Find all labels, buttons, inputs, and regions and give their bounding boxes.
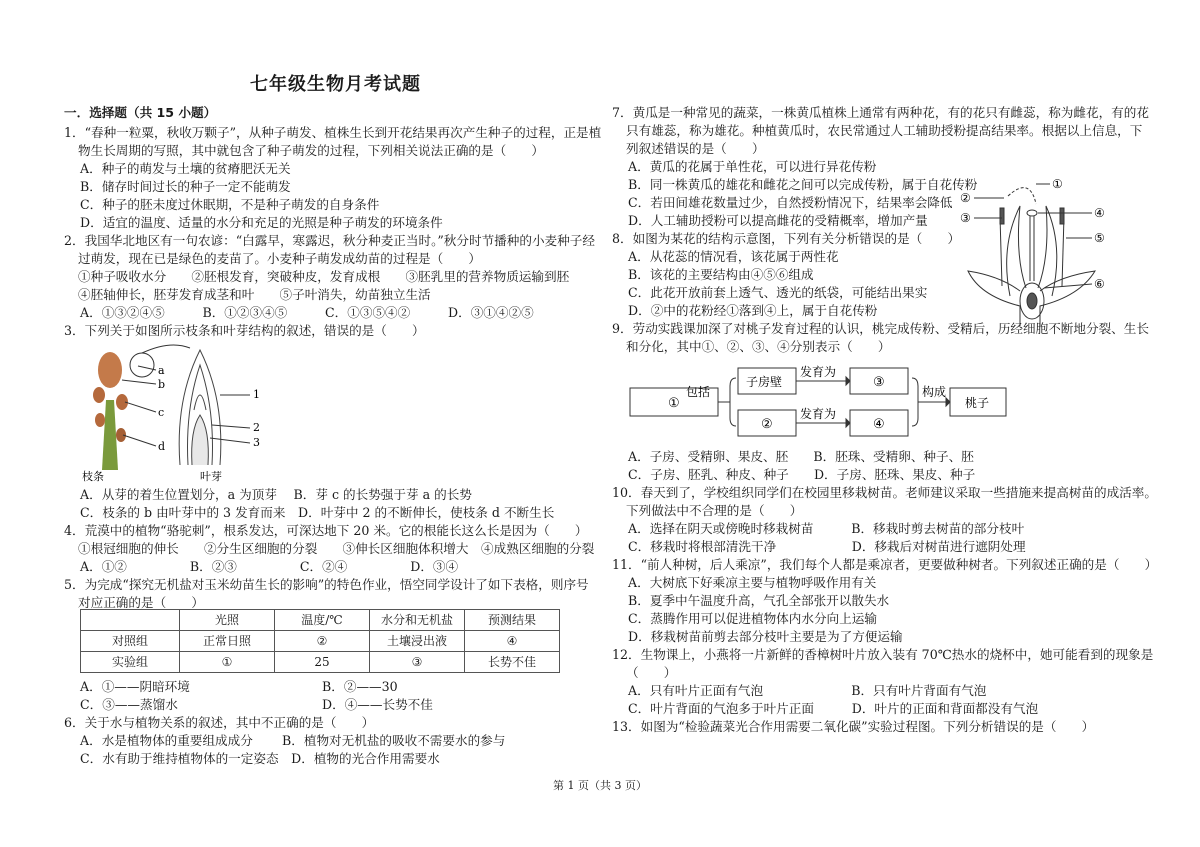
table-cell: ② <box>275 631 370 652</box>
question-line: A．只有叶片正面有气泡 B．只有叶片背面有气泡 <box>628 683 987 698</box>
question-line: A．种子的萌发与土壤的贫瘠肥沃无关 <box>80 161 291 176</box>
question-line: A．①③②④⑤ B．①②③④⑤ C．①③⑤④② D．③①④②⑤ <box>80 305 534 320</box>
box-peach: 桃子 <box>965 396 990 410</box>
question-line: A．①② B．②③ C．②④ D．③④ <box>80 559 459 574</box>
question-line: B．储存时间过长的种子一定不能萌发 <box>80 179 291 194</box>
box-4: ④ <box>873 417 885 432</box>
question-line: 8．如图为某花的结构示意图，下列有关分析错误的是（ ） <box>612 231 961 246</box>
question-line: C．移栽时将根部清洗干净 D．移栽后对树苗进行遮阴处理 <box>628 539 1026 554</box>
question-line: A．①——阴暗环境 <box>80 679 190 694</box>
question-line: D．人工辅助授粉可以提高雌花的受精概率，增加产量 <box>628 213 928 228</box>
question-line: 4．荒漠中的植物“骆驼刺”，根系发达，可深达地下 20 米。它的根能长这么长是因为（ ） <box>64 523 588 538</box>
table-header-row <box>81 610 560 631</box>
question-line: A．大树底下好乘凉主要与植物呼吸作用有关 <box>628 575 877 590</box>
question-line: C．此花开放前套上透气、透光的纸袋，可能结出果实 <box>628 285 928 300</box>
question-line: D．②中的花粉经①落到④上，属于自花传粉 <box>628 303 878 318</box>
question-line: 10．春天到了，学校组织同学们在校园里移栽树苗。老师建议采取一些措施来提高树苗的成活率。 <box>612 485 1157 500</box>
question-line: ①种子吸收水分 ②胚根发育，突破种皮，发育成根 ③胚乳里的营养物质运输到胚 <box>78 269 570 284</box>
table-cell: ③ <box>370 652 465 673</box>
question-line: A．黄瓜的花属于单性花，可以进行异花传粉 <box>628 159 877 174</box>
question-line: A．水是植物体的重要组成成分 B．植物对无机盐的吸收不需要水的参与 <box>80 733 506 748</box>
figure-peach-development <box>628 364 1008 442</box>
develop-label-2: 发育为 <box>800 407 837 421</box>
question-line: 13．如图为“检验蔬菜光合作用需要二氧化碳”实验过程图。下列分析错误的是（ ） <box>612 719 1095 734</box>
question-line: B．该花的主要结构由④⑤⑥组成 <box>628 267 814 282</box>
caption-bud: 叶芽 <box>200 470 222 483</box>
label-a: a <box>158 364 165 377</box>
table-cell <box>81 610 180 631</box>
question-line: 12．生物课上，小燕将一片新鲜的香樟树叶片放入装有 70℃热水的烧杯中，她可能看到的现象是 <box>612 647 1154 662</box>
box-2: ② <box>761 417 773 432</box>
section-heading: 一．选择题（共 15 小题） <box>64 105 217 120</box>
label-5: ⑤ <box>1094 231 1105 245</box>
question-line: 只有雄蕊，称为雄花。种植黄瓜时，农民常通过人工辅助授粉提高结果率。根据以上信息，下 <box>626 123 1143 138</box>
question-line: B．②——30 <box>322 679 398 694</box>
experiment-table <box>80 609 560 673</box>
question-line: A．子房、受精卵、果皮、胚 B．胚珠、受精卵、种子、胚 <box>628 449 974 464</box>
table-cell: 实验组 <box>81 652 180 673</box>
question-line: C．叶片背面的气泡多于叶片正面 D．叶片的正面和背面都没有气泡 <box>628 701 1039 716</box>
question-line: C．水有助于维持植物体的一定姿态 D．植物的光合作用需要水 <box>80 751 440 766</box>
question-line: 2．我国华北地区有一句农谚：“白露早，寒露迟，秋分种麦正当时。”秋分时节播种的小麦种子经 <box>64 233 595 248</box>
question-line: 9．劳动实践课加深了对桃子发育过程的认识，桃完成传粉、受精后，历经细胞不断地分裂、生长 <box>612 321 1149 336</box>
page-title: 七年级生物月考试题 <box>250 74 421 95</box>
question-line: ④胚轴伸长，胚芽发育成茎和叶 ⑤子叶消失，幼苗独立生活 <box>78 287 431 302</box>
question-line: ①根冠细胞的伸长 ②分生区细胞的分裂 ③伸长区细胞体积增大 ④成熟区细胞的分裂 <box>78 541 595 556</box>
label-3: ③ <box>960 211 971 225</box>
question-line: D．适宜的温度、适量的水分和充足的光照是种子萌发的环境条件 <box>80 215 443 230</box>
question-line: 6．关于水与植物关系的叙述，其中不正确的是（ ） <box>64 715 375 730</box>
question-line: 1．“春种一粒粟，秋收万颗子”，从种子萌发、植株生长到开花结果再次产生种子的过程，正是植 <box>64 125 602 140</box>
label-2: ② <box>960 191 971 205</box>
question-line: A．选择在阴天或傍晚时移栽树苗 B．移栽时剪去树苗的部分枝叶 <box>628 521 1025 536</box>
table-cell: 长势不佳 <box>465 652 560 673</box>
question-line: B．夏季中午温度升高，气孔全部张开以散失水 <box>628 593 890 608</box>
table-cell: 25 <box>275 652 370 673</box>
label-b: b <box>158 378 166 391</box>
table-cell: 土壤浸出液 <box>370 631 465 652</box>
question-line: B．同一株黄瓜的雄花和雌花之间可以完成传粉，属于自花传粉 <box>628 177 978 192</box>
question-line: C．子房、胚乳、种皮、种子 D．子房、胚珠、果皮、种子 <box>628 467 976 482</box>
question-line: 对应正确的是（ ） <box>78 595 204 610</box>
box-ovary-wall: 子房壁 <box>746 375 783 389</box>
question-line: A．从花蕊的情况看，该花属于两性花 <box>628 249 839 264</box>
table-cell: 预测结果 <box>465 610 560 631</box>
table-cell: ④ <box>465 631 560 652</box>
question-line: 11．“前人种树，后人乘凉”，我们每个人都是乘凉者，更要做种树者。下列叙述正确的是（ ） <box>612 557 1158 572</box>
label-2: 2 <box>253 421 260 434</box>
develop-label-1: 发育为 <box>800 365 837 379</box>
label-4: ④ <box>1094 206 1105 220</box>
question-line: 和分化，其中①、②、③、④分别表示（ ） <box>626 339 891 354</box>
question-line: 5．为完成“探究无机盐对玉米幼苗生长的影响”的特色作业，悟空同学设计了如下表格，则序号 <box>64 577 589 592</box>
label-3: 3 <box>253 436 260 449</box>
table-cell: 水分和无机盐 <box>370 610 465 631</box>
form-label: 构成 <box>922 385 947 399</box>
label-d: d <box>158 440 166 453</box>
question-line: D．移栽树苗前剪去部分枝叶主要是为了方便运输 <box>628 629 903 644</box>
table-cell: 光照 <box>180 610 275 631</box>
label-c: c <box>158 406 165 419</box>
question-line: C．蒸腾作用可以促进植物体内水分向上运输 <box>628 611 877 626</box>
branch-drawing <box>93 352 154 470</box>
page-footer: 第 1 页（共 3 页） <box>553 779 647 792</box>
question-line: 物生长周期的写照，其中就包含了种子萌发的过程，下列相关说法正确的是（ ） <box>78 143 544 158</box>
table-cell: 温度/℃ <box>275 610 370 631</box>
question-line: D．④——长势不佳 <box>322 697 433 712</box>
caption-branch: 枝条 <box>82 470 104 483</box>
question-line: C．③——蒸馏水 <box>80 697 178 712</box>
question-line: 过萌发，现在已是绿色的麦苗了。小麦种子萌发成幼苗的过程是（ ） <box>78 251 481 266</box>
label-1: ① <box>1052 177 1063 191</box>
question-line: C．枝条的 b 由叶芽中的 3 发育而来 D．叶芽中 2 的不断伸长，使枝条 d 不断生长 <box>80 505 555 520</box>
table-row <box>81 631 560 652</box>
label-6: ⑥ <box>1094 277 1105 291</box>
question-line: 7．黄瓜是一种常见的蔬菜，一株黄瓜植株上通常有两种花，有的花只有雌蕊，称为雌花，有的花 <box>612 105 1149 120</box>
table-cell: 正常日照 <box>180 631 275 652</box>
question-line: 下列做法中不合理的是（ ） <box>626 503 803 518</box>
box-3: ③ <box>873 375 885 390</box>
question-line: 3．下列关于如图所示枝条和叶芽结构的叙述，错误的是（ ） <box>64 323 425 338</box>
include-label: 包括 <box>686 385 711 399</box>
table-cell: 对照组 <box>81 631 180 652</box>
question-line: 列叙述错误的是（ ） <box>626 141 765 156</box>
question-line: C．种子的胚未度过休眠期，不是种子萌发的自身条件 <box>80 197 380 212</box>
figure-flower <box>960 176 1140 336</box>
figure-branch-bud <box>80 340 280 484</box>
table-row <box>81 652 560 673</box>
table-cell: ① <box>180 652 275 673</box>
question-line: C．若田间雄花数量过少，自然授粉情况下，结果率会降低 <box>628 195 953 210</box>
label-1: 1 <box>253 388 260 401</box>
question-line: A．从芽的着生位置划分，a 为顶芽 B．芽 c 的长势强于芽 a 的长势 <box>80 487 472 502</box>
question-line: （ ） <box>626 665 677 680</box>
box-1: ① <box>668 396 680 411</box>
